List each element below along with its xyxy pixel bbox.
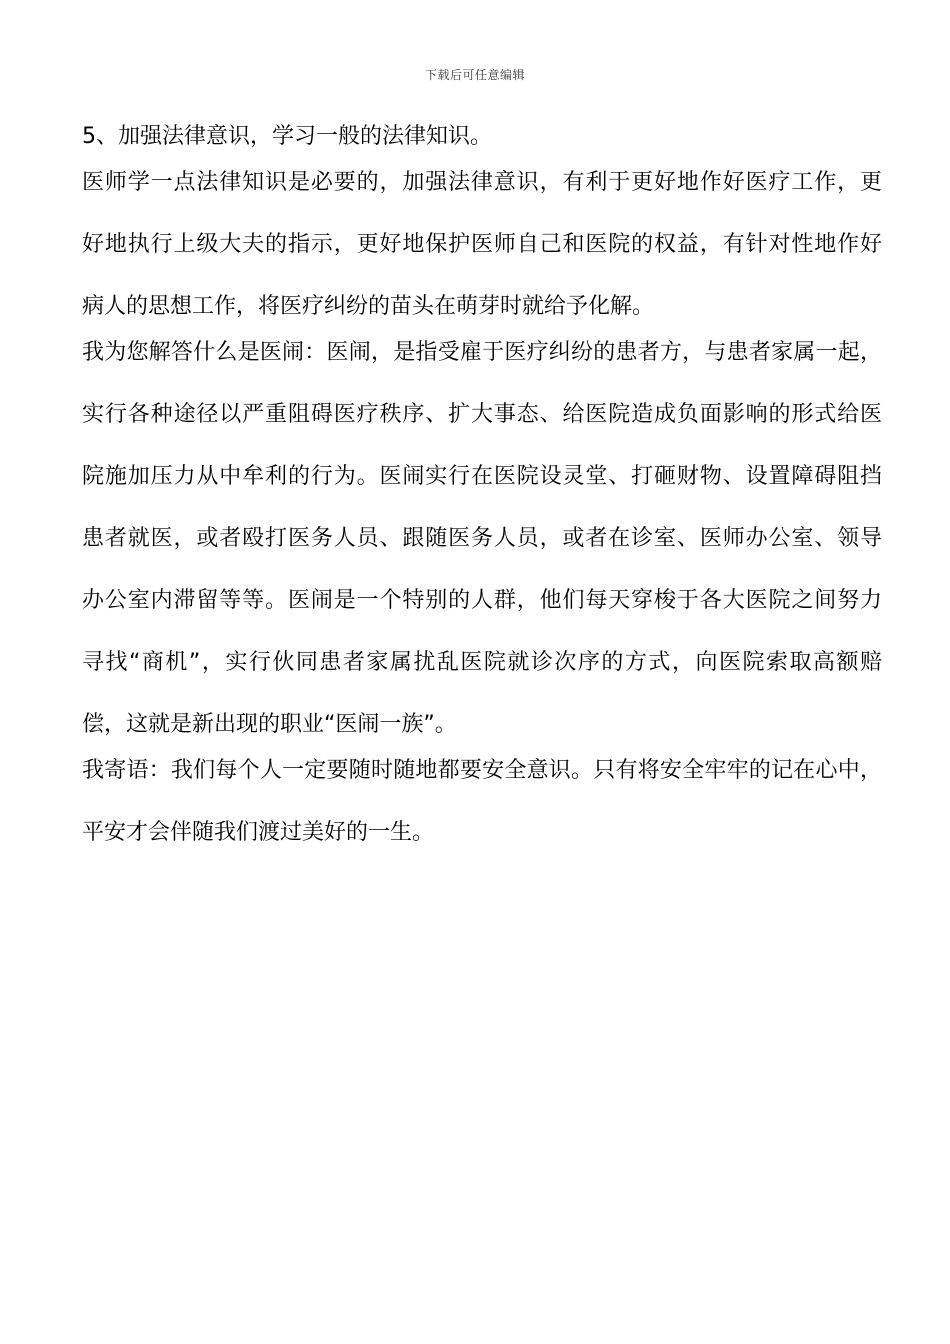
paragraph-line: 偿，这就是新出现的职业“医闹一族”。 (82, 712, 457, 737)
document-body (82, 120, 882, 878)
paragraph-line: 院施加压力从中牟利的行为。医闹实行在医院设灵堂、打砸财物、设置障碍阻挡 (82, 464, 882, 489)
paragraph-line: 我为您解答什么是医闹：医闹，是指受雇于医疗纠纷的患者方，与患者家属一起， (82, 340, 882, 365)
paragraph-line: 患者就医，或者殴打医务人员、跟随医务人员，或者在诊室、医师办公室、领导 (82, 526, 882, 551)
paragraph-line: 好地执行上级大夫的指示，更好地保护医师自己和医院的权益，有针对性地作好 (82, 232, 882, 257)
paragraph-line: 医师学一点法律知识是必要的，加强法律意识，有利于更好地作好医疗工作，更 (82, 170, 882, 195)
paragraph-line: 病人的思想工作，将医疗纠纷的苗头在萌芽时就给予化解。 (82, 294, 655, 319)
paragraph-line: 办公室内滞留等等。医闹是一个特别的人群，他们每天穿梭于各大医院之间努力 (82, 588, 882, 613)
section-heading: 5、加强法律意识，学习一般的法律知识。 (82, 124, 492, 149)
paragraph-line: 实行各种途径以严重阻碍医疗秩序、扩大事态、给医院造成负面影响的形式给医 (82, 402, 882, 427)
paragraph-line: 寻找“商机”，实行伙同患者家属扰乱医院就诊次序的方式，向医院索取高额赔 (82, 650, 882, 675)
header-note: 下载后可任意编辑 (424, 68, 525, 82)
paragraph-line: 我寄语：我们每个人一定要随时随地都要安全意识。只有将安全牢牢的记在心中， (82, 758, 882, 783)
paragraph-line: 平安才会伴随我们渡过美好的一生。 (82, 820, 435, 845)
